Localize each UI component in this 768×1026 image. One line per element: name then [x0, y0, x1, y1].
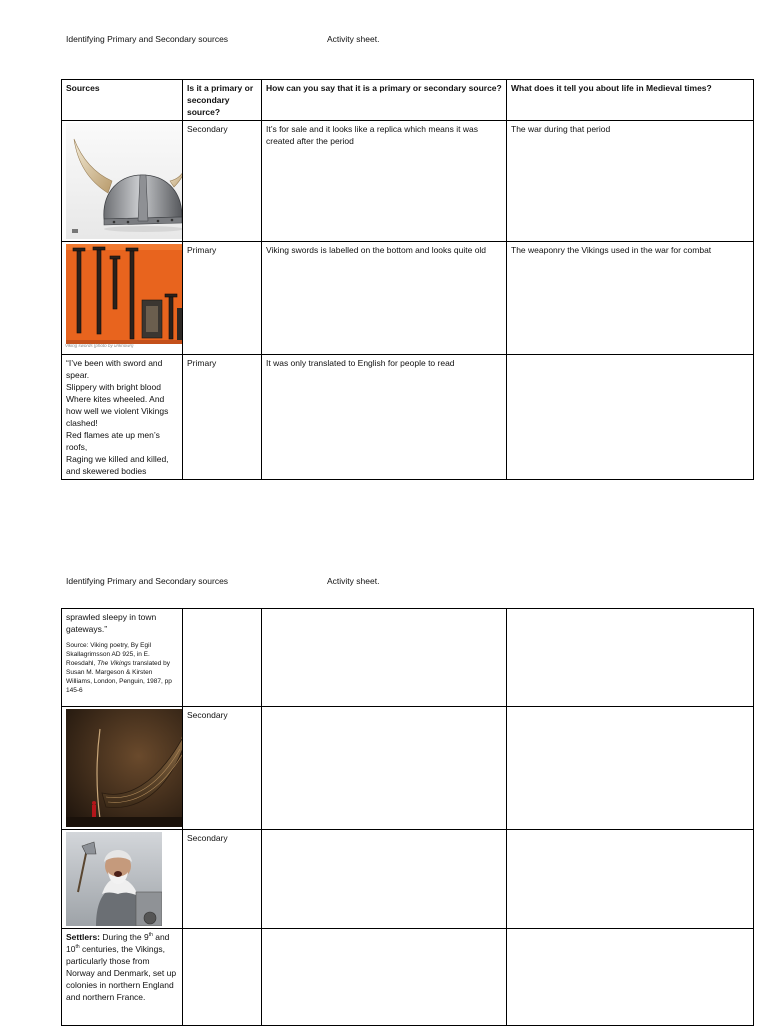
column-header-how-can-you-say: How can you say that it is a primary or secondary source?: [262, 80, 507, 121]
row3-type: Primary: [183, 355, 262, 480]
warrior-reason: [262, 830, 507, 929]
warrior-type: Secondary: [183, 830, 262, 929]
poem-continued-cell: [62, 609, 183, 707]
table-row: [62, 707, 754, 830]
settlers-type: [183, 929, 262, 1026]
viking-longship-image: [66, 709, 183, 827]
settlers-sup-2: th: [75, 944, 80, 951]
row3-reason: It was only translated to English for people to read: [262, 355, 507, 480]
poem-continued-text: sprawled sleepy in town gateways.”: [66, 612, 157, 634]
row3-tells: [507, 355, 754, 480]
poem-continued-reason: [262, 609, 507, 707]
citation-suffix: translated by Susan M. Margeson & Kirsten Williams, London, Penguin, 1987, pp 145-6: [66, 660, 172, 694]
table-header-row: [62, 80, 754, 121]
settlers-cell: [62, 929, 183, 1026]
table-row: [62, 929, 754, 1026]
row2-reason: Viking swords is labelled on the bottom and looks quite old: [262, 242, 507, 355]
table-row: [62, 121, 754, 242]
column-header-life-in-medieval-times: What does it tell you about life in Medieval times?: [507, 80, 754, 121]
ship-reason: [262, 707, 507, 830]
settlers-sup-1: th: [148, 932, 153, 939]
viking-warrior-image: [66, 832, 162, 926]
viking-warrior-cell: [62, 830, 183, 929]
column-header-primary-or-secondary: Is it a primary or secondary source?: [183, 80, 262, 121]
page1-header-title: Identifying Primary and Secondary sources: [66, 34, 229, 44]
settlers-tells: [507, 929, 754, 1026]
warrior-tells: [507, 830, 754, 929]
settlers-reason: [262, 929, 507, 1026]
poem-citation: [66, 641, 178, 695]
viking-helmet-image: [66, 123, 183, 239]
table-row: [62, 609, 754, 707]
citation-prefix: Source: Viking poetry, By Egil Skallagrimsson AD 925, in E. Roesdahl,: [66, 642, 152, 667]
viking-poem-excerpt: “I’ve been with sword and spear. Slippery with bright blood Where kites wheeled. And how well we violent Vikings clashed! Red flames ate up men’s roofs, Raging we killed and killed, and skewered bodies: [62, 355, 183, 480]
viking-swords-image: [66, 244, 183, 344]
ship-tells: [507, 707, 754, 830]
settlers-label: Settlers:: [66, 932, 101, 942]
poem-continued-tells: [507, 609, 754, 707]
table-row: [62, 242, 754, 355]
row1-tells: The war during that period: [507, 121, 754, 242]
viking-swords-cell: [62, 242, 183, 355]
column-header-sources: Sources: [62, 80, 183, 121]
viking-ship-cell: [62, 707, 183, 830]
row2-type: Primary: [183, 242, 262, 355]
table-row: [62, 830, 754, 929]
page2-header-subtitle: Activity sheet.: [327, 576, 380, 586]
table-row: [62, 355, 754, 480]
page2-header-title: Identifying Primary and Secondary sources: [66, 576, 229, 586]
page2-sources-table: [61, 608, 754, 1026]
citation-book-title: The Vikings: [97, 660, 131, 667]
viking-helmet-cell: [62, 121, 183, 242]
row1-type: Secondary: [183, 121, 262, 242]
poem-continued-type: [183, 609, 262, 707]
ship-type: Secondary: [183, 707, 262, 830]
settlers-text-part1: During the 9: [100, 932, 149, 942]
page1-header-subtitle: Activity sheet.: [327, 34, 380, 44]
page1-sources-table: [61, 79, 754, 480]
row2-tells: The weaponry the Vikings used in the war for combat: [507, 242, 754, 355]
row1-reason: It’s for sale and it looks like a replica which means it was created after the period: [262, 121, 507, 242]
swords-photo-caption: Viking swords (photo by unknown): [65, 343, 134, 348]
settlers-text-part2: and 10: [66, 932, 170, 954]
settlers-text-part3: centuries, the Vikings, particularly those from Norway and Denmark, set up colonies in northern England and northern France.: [66, 944, 177, 1002]
